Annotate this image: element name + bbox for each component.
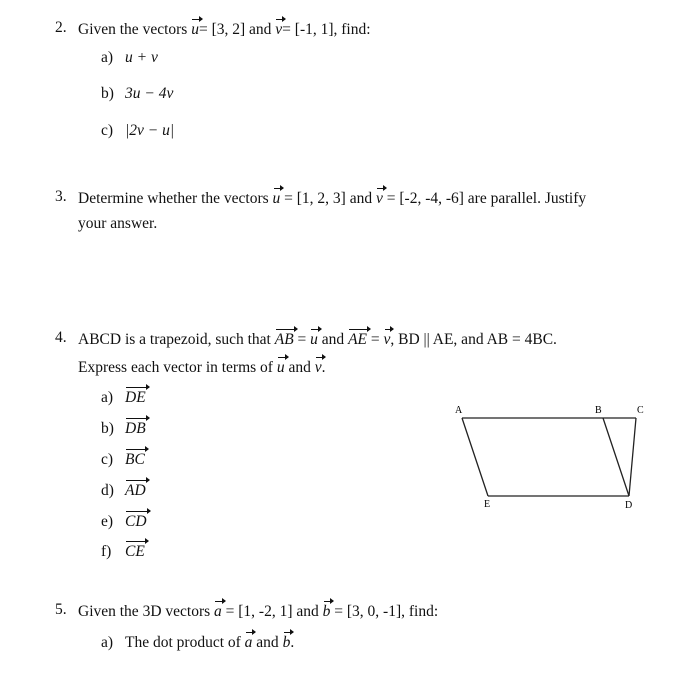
q3-stem-text: = [1, 2, 3] and xyxy=(280,190,376,207)
vector-v: v xyxy=(315,356,322,378)
q4-part-c xyxy=(101,448,145,470)
vector-cd: CD xyxy=(125,510,147,532)
point-a-label: A xyxy=(455,405,463,416)
edge-ae xyxy=(462,418,488,496)
point-d-label: D xyxy=(625,500,633,511)
part-label: b) xyxy=(101,420,114,437)
part-label: c) xyxy=(101,122,114,139)
q2-stem-text: = [3, 2] and xyxy=(198,21,276,38)
q4-part-f xyxy=(101,540,145,562)
point-c-label: C xyxy=(637,405,644,416)
part-label: a) xyxy=(101,49,114,66)
q4-part-e xyxy=(101,510,147,532)
q3-stem-line2: your answer. xyxy=(78,215,158,232)
vector-u: u xyxy=(273,187,281,209)
vector-ad: AD xyxy=(125,479,146,501)
part-label: d) xyxy=(101,482,114,499)
q2-part-b-expr: 3u − 4v xyxy=(125,85,174,102)
trapezoid-figure xyxy=(430,400,660,520)
q2-part-a xyxy=(101,48,158,68)
q4-part-a xyxy=(101,386,146,408)
q3-stem-text: Determine whether the vectors xyxy=(78,190,273,207)
q5-number: 5. xyxy=(55,601,67,618)
vector-b: b xyxy=(323,600,331,622)
vector-v: v xyxy=(376,187,383,209)
vector-db: DB xyxy=(125,417,146,439)
part-label: c) xyxy=(101,451,114,468)
part-label: f) xyxy=(101,543,112,560)
vector-b: b xyxy=(283,631,291,653)
q5-part-a xyxy=(101,631,294,653)
q4-part-d xyxy=(101,479,146,501)
vector-v: v xyxy=(275,18,282,40)
q5-stem-text: Given the 3D vectors xyxy=(78,603,215,620)
q4-number: 4. xyxy=(55,329,67,346)
vector-u: u xyxy=(191,18,199,40)
q4-stem-text: and xyxy=(284,359,315,376)
vector-u: u xyxy=(310,328,318,350)
vector-bc: BC xyxy=(125,448,145,470)
vector-v: v xyxy=(384,328,391,350)
part-label: a) xyxy=(101,389,114,406)
edge-cd xyxy=(629,418,636,496)
q4-stem-text: , BD || AE, and AB = 4BC. xyxy=(390,331,557,348)
q2-part-c-expr: |2v − u| xyxy=(125,122,175,139)
part-label: a) xyxy=(101,634,114,651)
q4-stem xyxy=(78,328,557,350)
vector-ab: AB xyxy=(275,328,294,350)
q5-stem xyxy=(78,600,438,622)
q3-number: 3. xyxy=(55,188,67,205)
q3-stem xyxy=(78,187,586,209)
q2-part-a-expr: u + v xyxy=(125,49,158,66)
q4-stem-line2 xyxy=(78,356,326,378)
vector-ce: CE xyxy=(125,540,145,562)
q2-stem-text: = [-1, 1], find: xyxy=(282,21,371,38)
edge-bd xyxy=(603,418,629,496)
q3-stem-text: = [-2, -4, -6] are parallel. Justify xyxy=(382,190,587,207)
q4-stem-text: and xyxy=(317,331,349,348)
vector-a: a xyxy=(214,600,222,622)
q2-number: 2. xyxy=(55,19,67,36)
vector-u: u xyxy=(277,356,285,378)
vector-de: DE xyxy=(125,386,146,408)
q2-part-c xyxy=(101,121,174,141)
q5-part-text: and xyxy=(252,634,283,651)
q4-stem-text: Express each vector in terms of xyxy=(78,359,277,376)
q4-stem-text: = xyxy=(367,331,384,348)
point-b-label: B xyxy=(595,405,602,416)
q2-part-b xyxy=(101,84,173,104)
q5-part-text: The dot product of xyxy=(125,634,245,651)
part-label: e) xyxy=(101,513,114,530)
q2-stem xyxy=(78,18,371,40)
point-e-label: E xyxy=(484,499,491,510)
q4-stem-text: = xyxy=(293,331,311,348)
q5-part-text: . xyxy=(290,634,295,651)
q4-stem-text: . xyxy=(321,359,326,376)
q5-stem-text: = [3, 0, -1], find: xyxy=(330,603,439,620)
part-label: b) xyxy=(101,85,114,102)
q2-stem-text: Given the vectors xyxy=(78,21,192,38)
q5-stem-text: = [1, -2, 1] and xyxy=(221,603,323,620)
vector-a: a xyxy=(245,631,253,653)
q4-part-b xyxy=(101,417,146,439)
vector-ae: AE xyxy=(348,328,367,350)
q4-stem-text: ABCD is a trapezoid, such that xyxy=(78,331,275,348)
